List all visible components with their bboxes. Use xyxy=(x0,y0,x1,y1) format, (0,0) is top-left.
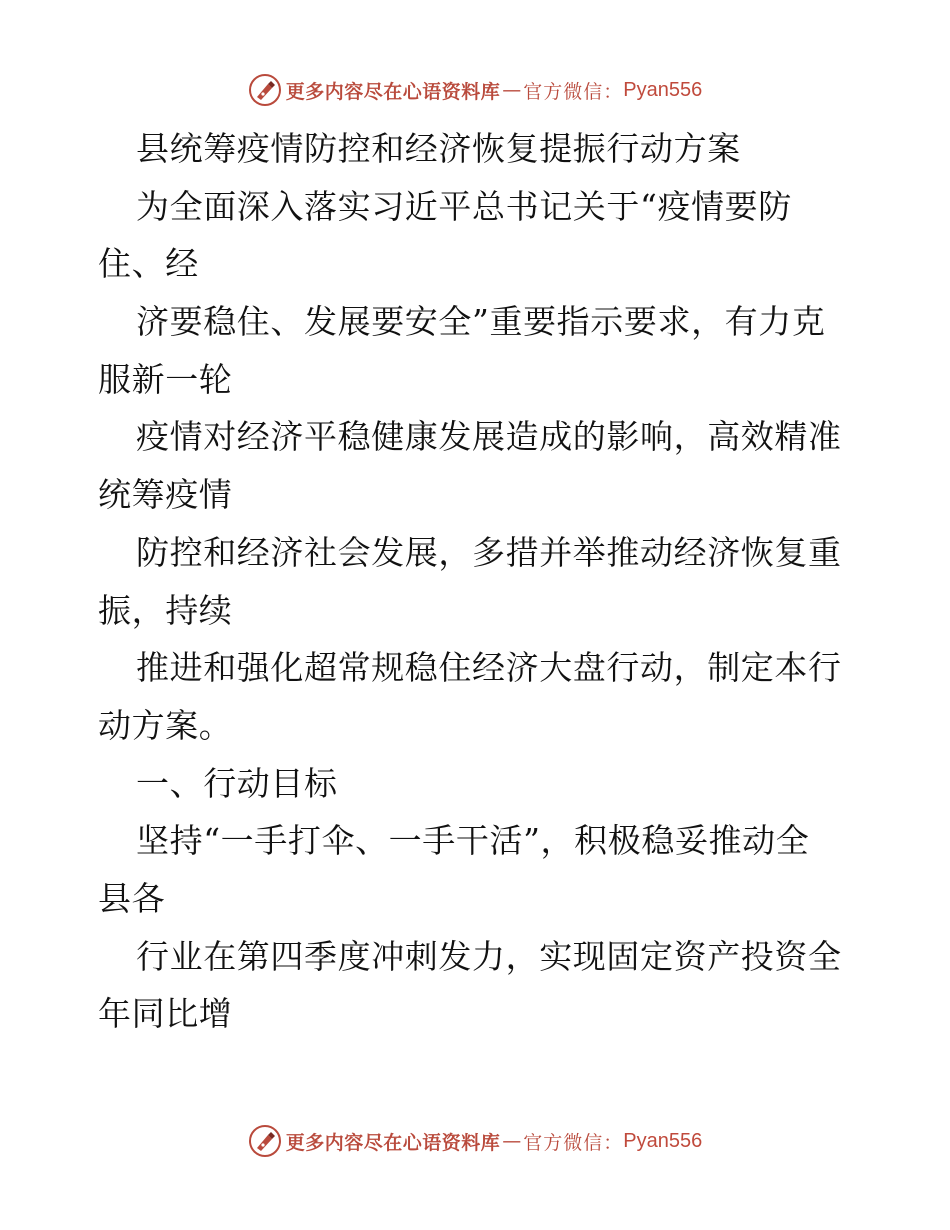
banner-wechat-label: 官方微信： xyxy=(523,80,624,103)
text-line: 推进和强化超常规稳住经济大盘行动，制定本行 xyxy=(136,648,842,688)
text-line: 统筹疫情 xyxy=(98,475,233,515)
text-line: 县统筹疫情防控和经济恢复提振行动方案 xyxy=(136,129,741,168)
text-line: 动方案。 xyxy=(98,705,233,745)
banner-separator: — xyxy=(502,1130,522,1152)
text-line: 住、经 xyxy=(98,244,199,284)
text-line: 坚持“一手打伞、一手干活”，积极稳妥推动全 xyxy=(136,821,810,861)
banner-separator: — xyxy=(502,79,522,101)
text-line: 疫情对经济平稳健康发展造成的影响，高效精准 xyxy=(136,417,842,457)
pen-nib-logo-icon xyxy=(248,73,282,107)
text-line: 防控和经济社会发展，多措并举推动经济恢复重 xyxy=(136,532,842,572)
text-line: 一、行动目标 xyxy=(136,763,338,803)
banner-wechat-id: Pyan556 xyxy=(623,1129,703,1152)
text-line: 县各 xyxy=(98,878,166,918)
banner-wechat-label: 官方微信： xyxy=(523,1131,624,1154)
text-line: 振，持续 xyxy=(98,590,233,630)
text-line: 年同比增 xyxy=(98,994,233,1034)
text-line: 行业在第四季度冲刺发力，实现固定资产投资全 xyxy=(136,936,842,976)
banner-brand-text: 更多内容尽在心语资料库 xyxy=(285,1131,501,1154)
banner-wechat-id: Pyan556 xyxy=(623,78,703,101)
document-body xyxy=(98,120,858,1043)
text-line: 为全面深入落实习近平总书记关于“疫情要防 xyxy=(136,186,792,226)
footer-banner xyxy=(0,1121,950,1161)
header-banner xyxy=(0,70,950,110)
text-line: 济要稳住、发展要安全”重要指示要求，有力克 xyxy=(136,302,826,342)
text-line: 服新一轮 xyxy=(98,359,233,399)
banner-brand-text: 更多内容尽在心语资料库 xyxy=(285,80,501,103)
pen-nib-logo-icon xyxy=(248,1124,282,1158)
